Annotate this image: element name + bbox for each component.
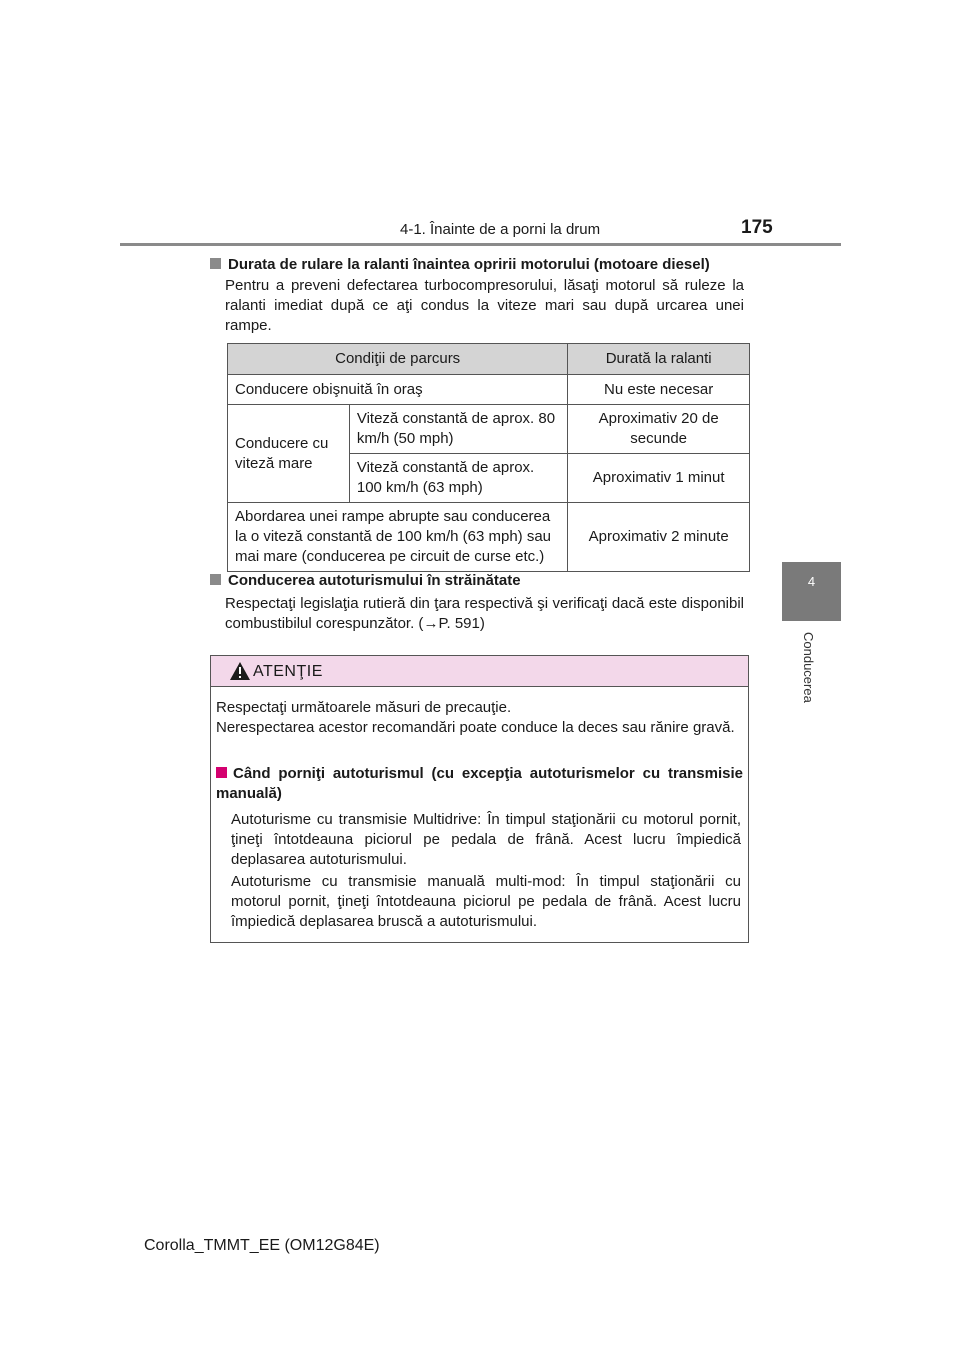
section-title: 4-1. Înainte de a porni la drum bbox=[400, 221, 601, 238]
warning-paragraph-2: Autoturisme cu transmisie manuală multi-mod: În timpul staţionării cu motorul pornit, ţineţi întotdeauna piciorul pe pedala de frână. Acest lucru împiedică deplasarea bruscă a autoturismului. bbox=[231, 873, 741, 930]
header-conditions: Condiţii de parcurs bbox=[228, 344, 568, 375]
cell-high-speed: Conducere cu viteză mare bbox=[228, 405, 350, 503]
header-rule bbox=[120, 243, 841, 246]
cell-condition: Conducere obişnuită în oraş bbox=[228, 375, 568, 405]
warning-box bbox=[210, 655, 749, 943]
idle-text: Pentru a preveni defectarea turbocompresorului, lăsaţi motorul să ruleze la ralanti imediat după ce aţi condus la viteze mari sau după urcarea unei rampe. bbox=[225, 277, 744, 334]
chapter-tab[interactable] bbox=[782, 562, 841, 621]
warning-paragraph-1: Autoturisme cu transmisie Multidrive: În timpul staţionării cu motorul pornit, ţineţi întotdeauna piciorul pe pedala de frână. Acest lucru împiedică deplasarea autoturismului. bbox=[231, 811, 741, 868]
abroad-heading: Conducerea autoturismului în străinătate bbox=[210, 572, 750, 589]
header-duration: Durată la ralanti bbox=[568, 344, 750, 375]
table-row bbox=[228, 375, 750, 405]
abroad-text: Respectaţi legislaţia rutieră din ţara respectivă şi verificaţi dacă este disponibil combustibilul corespunzător. (→P. 591) bbox=[225, 595, 744, 632]
cell-condition: Viteză constantă de aprox. 100 km/h (63 mph) bbox=[349, 454, 567, 503]
footer-doc-id: Corolla_TMMT_EE (OM12G84E) bbox=[144, 1237, 380, 1254]
heading-bullet-icon bbox=[210, 258, 221, 269]
cell-duration: Aproximativ 20 de secunde bbox=[568, 405, 750, 454]
warning-intro-2: Nerespectarea acestor recomandări poate conduce la deces sau rănire gravă. bbox=[216, 719, 735, 736]
warning-title: ATENŢIE bbox=[253, 663, 323, 680]
warning-header bbox=[211, 656, 748, 687]
cell-condition: Abordarea unei rampe abrupte sau conducerea la o viteză constantă de 100 km/h (63 mph) sau mai mare (conducerea pe circuit de curse etc.) bbox=[228, 503, 568, 572]
table-row bbox=[228, 405, 750, 454]
warning-triangle-icon bbox=[229, 661, 251, 681]
cell-duration: Nu este necesar bbox=[568, 375, 750, 405]
warning-bullet-icon bbox=[216, 767, 227, 778]
cell-duration: Aproximativ 2 minute bbox=[568, 503, 750, 572]
heading-bullet-icon bbox=[210, 574, 221, 585]
chapter-number: 4 bbox=[807, 574, 816, 589]
idle-heading: Durata de rulare la ralanti înaintea opririi motorului (motoare diesel) bbox=[210, 256, 750, 273]
page-reference-link[interactable]: →P. 591) bbox=[423, 615, 485, 632]
page-number: 175 bbox=[741, 217, 773, 238]
idle-table bbox=[227, 343, 750, 572]
cell-duration: Aproximativ 1 minut bbox=[568, 454, 750, 503]
warning-intro-1: Respectaţi următoarele măsuri de precauţie. bbox=[216, 699, 512, 716]
warning-subheading: Când porniţi autoturismul (cu excepţia autoturismelor cu transmisie manuală) bbox=[216, 765, 743, 802]
table-header-row bbox=[228, 344, 750, 375]
table-row bbox=[228, 503, 750, 572]
chapter-label: Conducerea bbox=[801, 632, 816, 703]
cell-condition: Viteză constantă de aprox. 80 km/h (50 mph) bbox=[349, 405, 567, 454]
